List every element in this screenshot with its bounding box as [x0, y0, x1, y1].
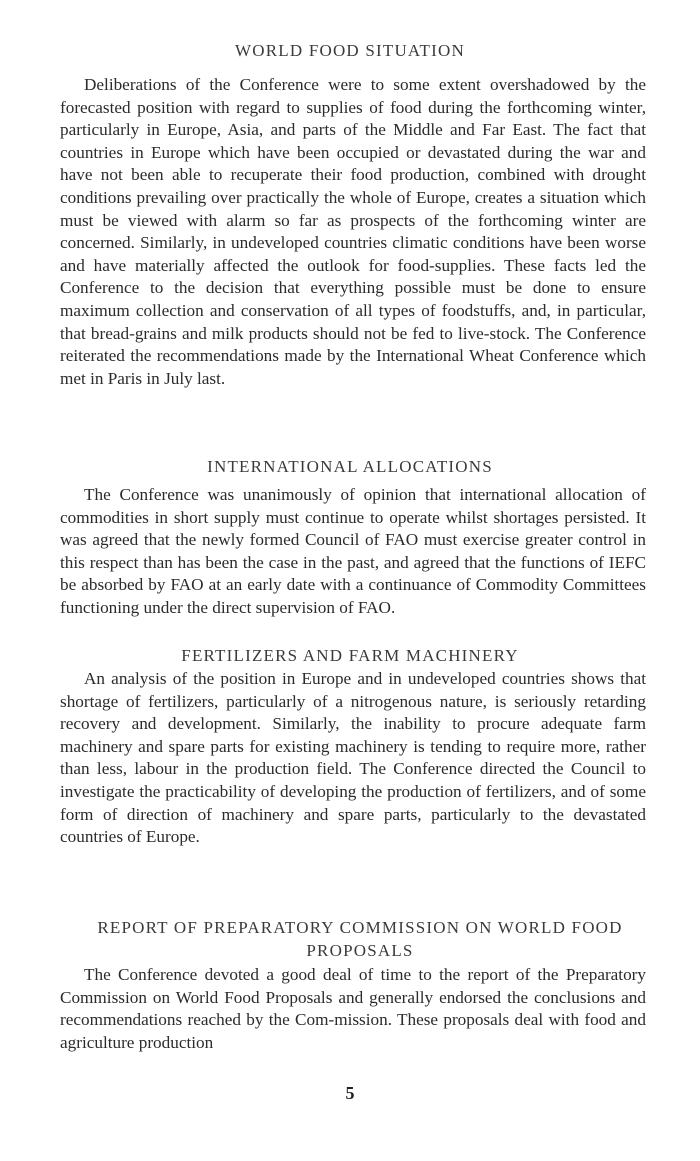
paragraph-world-food-situation: Deliberations of the Conference were to some extent overshadowed by the forecasted position with regard to supplies of food during the forthcoming winter, particularly in Europe, Asia, and parts of the Middle and Far East. The fact that countries in Europe which have been occupied or devastated during the war and have not been able to recuperate their food production, combined with drought conditions prevailing over practically the whole of Europe, creates a situation which must be viewed with alarm so far as prospects of the forthcoming winter are concerned. Similarly, in undeveloped countries climatic conditions have been worse and have materially affected the outlook for food-supplies. These facts led the Conference to the decision that everything possible must be done to ensure maximum collection and conservation of all types of foodstuffs, and, in particular, that bread-grains and milk products should not be fed to live-stock. The Conference reiterated the recommendations made by the International Wheat Conference which met in Paris in July last.	[60, 75, 646, 388]
heading-world-food-situation: WORLD FOOD SITUATION	[235, 41, 465, 60]
paragraph-preparatory-commission: The Conference devoted a good deal of time to the report of the Preparatory Commission on World Food Proposals and generally endorsed the conclusions and recommendations reached by the Com-mission. These proposals deal with food and agriculture production	[60, 965, 646, 1052]
heading-preparatory-commission: REPORT OF PREPARATORY COMMISSION ON WORLD FOOD PROPOSALS	[97, 918, 623, 960]
paragraph-international-allocations: The Conference was unanimously of opinion that international allocation of commodities in short supply must continue to operate whilst shortages persisted. It was agreed that the newly formed Council of FAO must exercise greater control in this respect than has been the case in the past, and agreed that the functions of IEFC be absorbed by FAO at an early date with a continuance of Commodity Committees functioning under the direct supervision of FAO.	[60, 485, 646, 617]
heading-fertilizers-farm-machinery: FERTILIZERS AND FARM MACHINERY	[181, 646, 519, 665]
paragraph-fertilizers-farm-machinery: An analysis of the position in Europe and in undeveloped countries shows that shortage of fertilizers, particularly of a nitrogenous nature, is seriously retarding recovery and development. Similarly, the inability to procure adequate farm machinery and spare parts for existing machinery is tending to require more, rather than less, labour in the production field. The Conference directed the Council to investigate the practicability of developing the production of fertilizers, and of some form of direction of machinery and spare parts, particularly to the devastated countries of Europe.	[60, 669, 646, 847]
heading-international-allocations: INTERNATIONAL ALLOCATIONS	[207, 457, 493, 476]
page-number: 5	[345, 1083, 355, 1103]
